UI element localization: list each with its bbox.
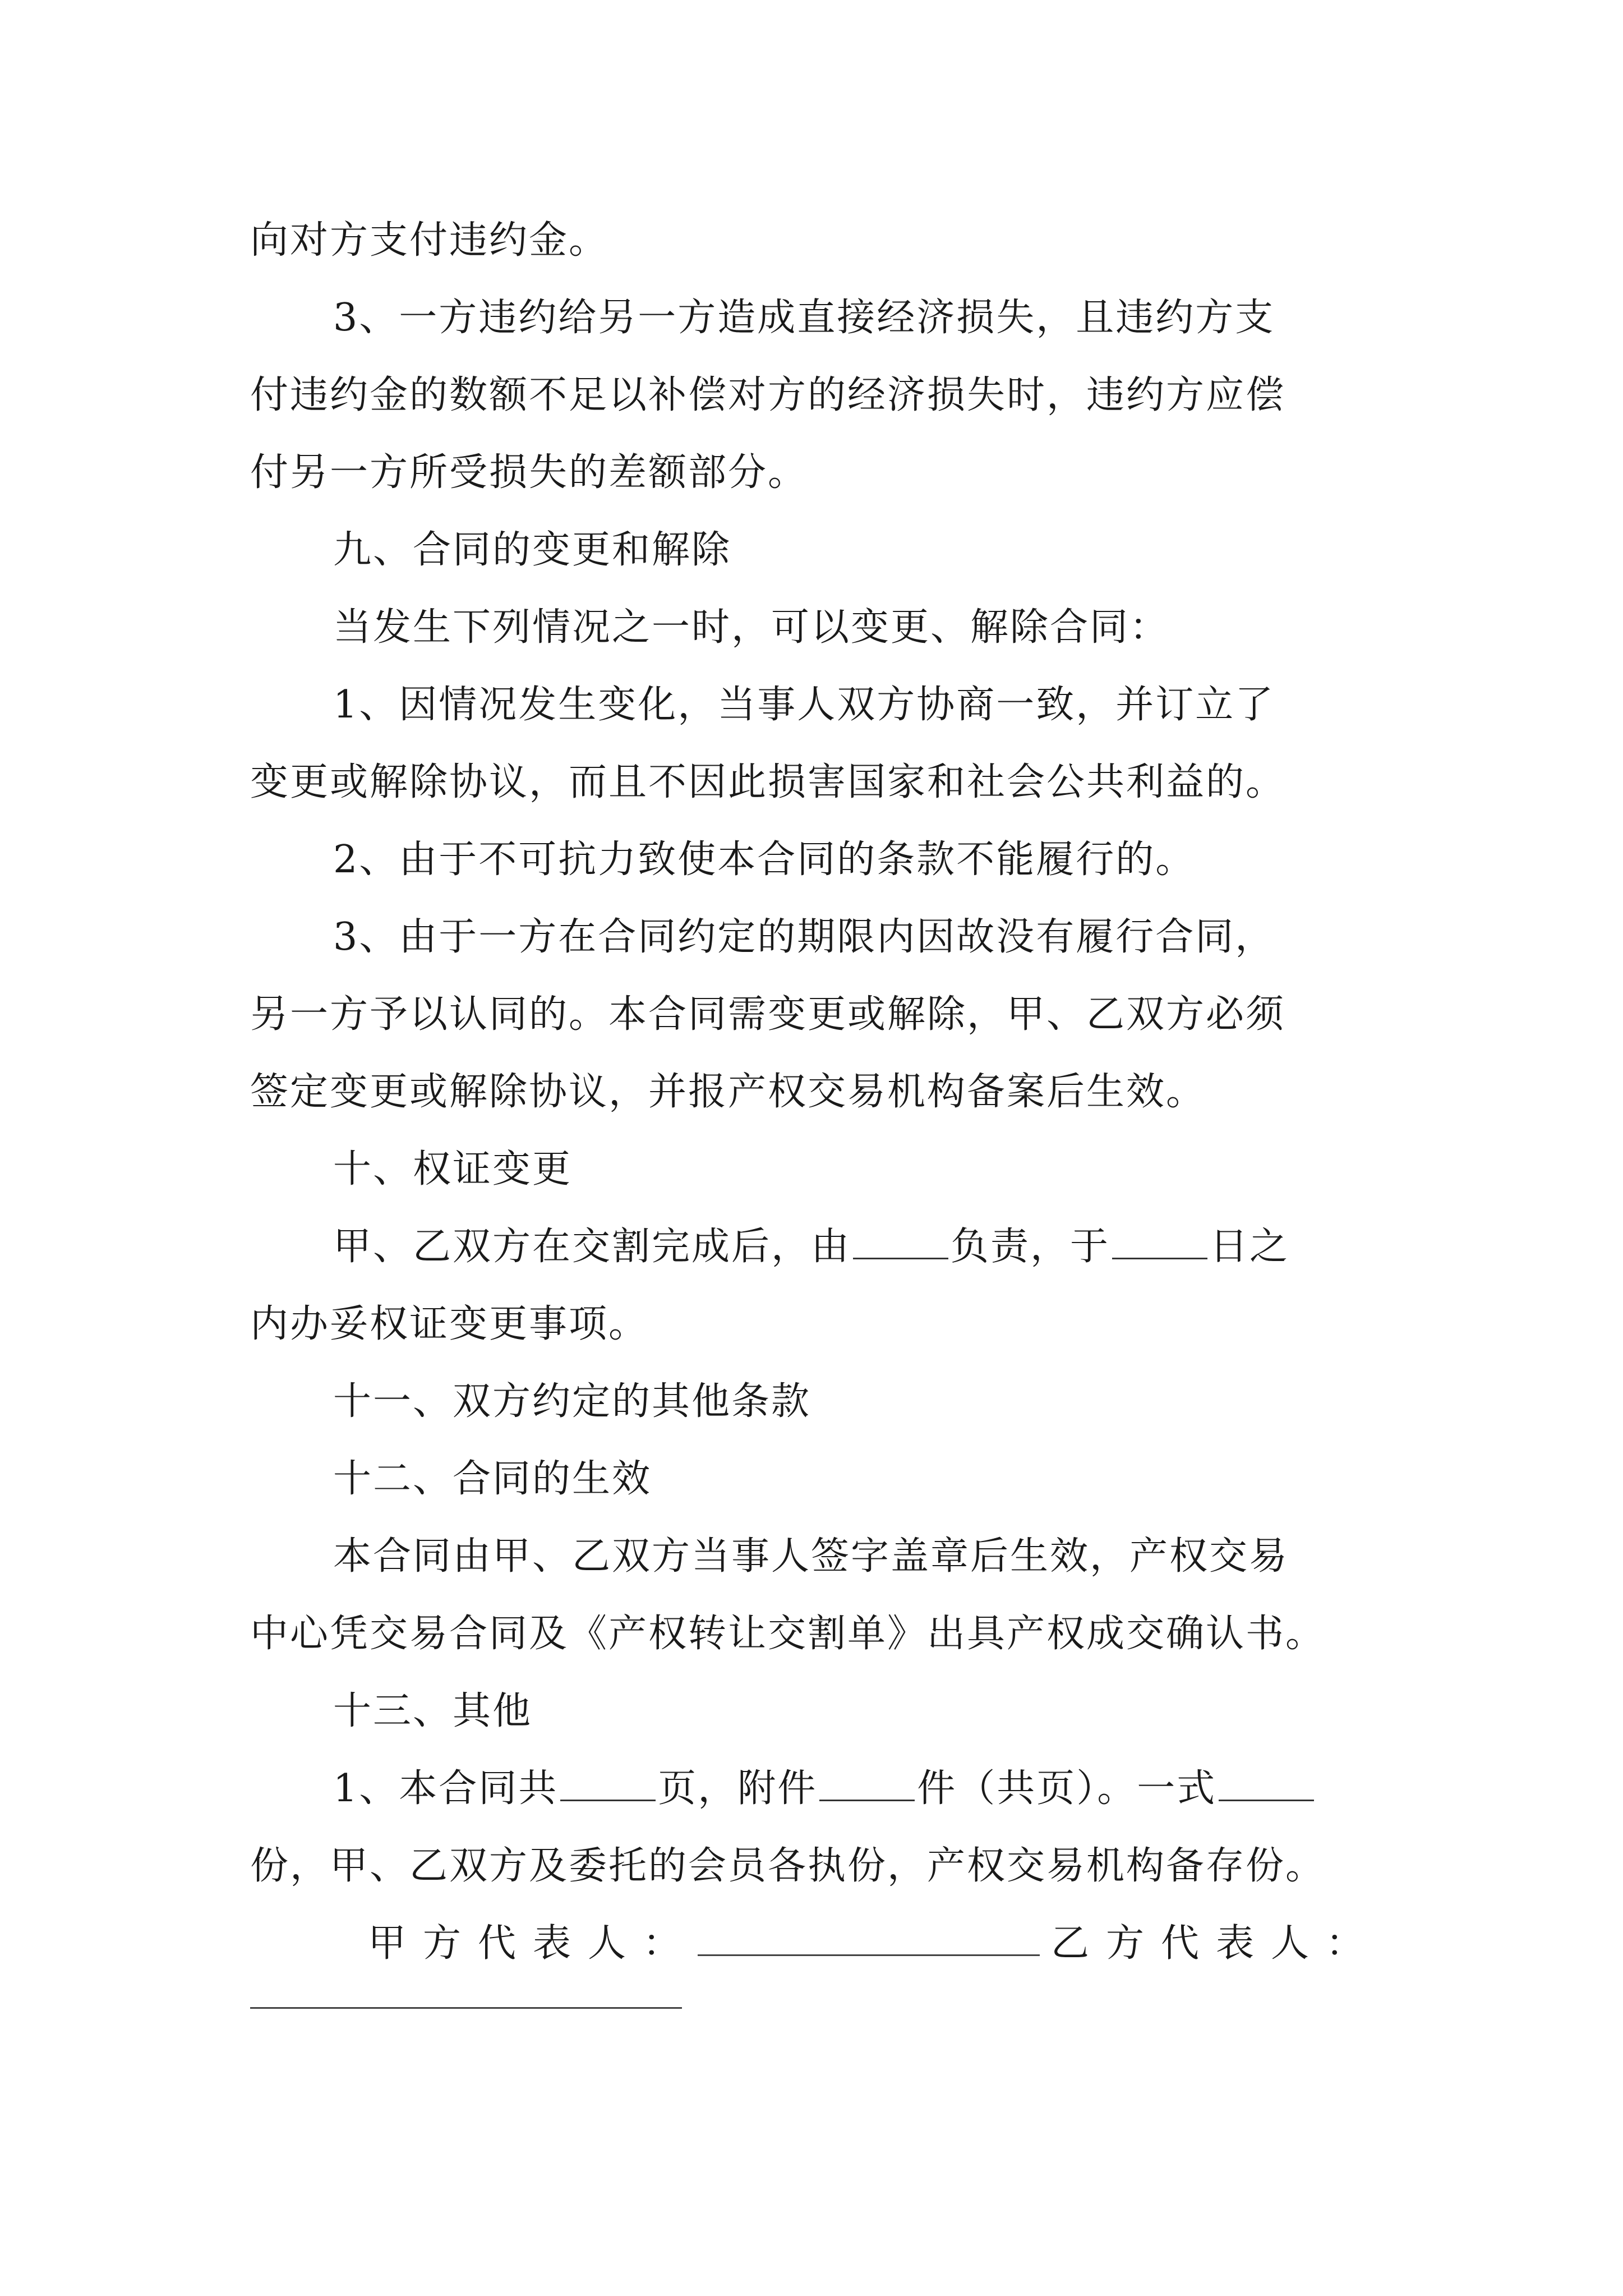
paragraph-line: 1、因情况发生变化，当事人双方协商一致，并订立了	[333, 683, 1275, 727]
days-blank	[1112, 1224, 1207, 1259]
section-heading: 十二、合同的生效	[333, 1457, 652, 1501]
cert-change-text-2: 负责，于	[951, 1225, 1110, 1269]
paragraph-line: 付另一方所受损失的差额部分。	[250, 450, 808, 495]
page-count-blank	[560, 1766, 656, 1801]
paragraph-line: 中心凭交易合同及《产权转让交割单》出具产权成交确认书。	[250, 1612, 1326, 1656]
responsible-party-blank	[853, 1224, 948, 1259]
section-heading: 十、权证变更	[333, 1147, 573, 1191]
misc-text-2: 页，附件	[658, 1766, 818, 1811]
section-heading: 九、合同的变更和解除	[333, 528, 732, 572]
misc-text-1: 1、本合同共	[333, 1766, 559, 1811]
party-a-label: 甲方代表人：	[368, 1921, 698, 1966]
contract-page	[250, 202, 1381, 1982]
copies-blank	[1219, 1766, 1314, 1801]
party-b-label: 乙方代表人：	[1051, 1921, 1381, 1966]
paragraph-line: 另一方予以认同的。本合同需变更或解除，甲、乙双方必须	[250, 992, 1286, 1037]
paragraph-line: 3、一方违约给另一方造成直接经济损失，且违约方支	[333, 296, 1275, 340]
cert-change-text-3: 日之	[1210, 1225, 1290, 1269]
paragraph-line: 签定变更或解除协议，并报产权交易机构备案后生效。	[250, 1070, 1206, 1114]
paragraph-line: 内办妥权证变更事项。	[250, 1302, 649, 1346]
misc-line	[250, 1750, 1377, 1828]
paragraph-line: 2、由于不可抗力致使本合同的条款不能履行的。	[333, 838, 1196, 882]
misc-text-3: 件（共页）。一式	[917, 1766, 1217, 1811]
cert-change-line	[250, 1208, 1377, 1286]
paragraph-line: 当发生下列情况之一时，可以变更、解除合同：	[333, 605, 1170, 650]
paragraph-line: 向对方支付违约金。	[250, 218, 609, 263]
party-b-signature-blank	[250, 2007, 682, 2009]
paragraph-line: 付违约金的数额不足以补偿对方的经济损失时，违约方应偿	[250, 373, 1286, 417]
party-a-signature-blank	[698, 1921, 1040, 1956]
section-heading: 十三、其他	[333, 1689, 533, 1733]
paragraph-line: 本合同由甲、乙双方当事人签字盖章后生效，产权交易	[333, 1534, 1289, 1579]
cert-change-text-1: 甲、乙双方在交割完成后，由	[333, 1225, 851, 1269]
attachment-count-blank	[819, 1766, 915, 1801]
paragraph-line: 变更或解除协议，而且不因此损害国家和社会公共利益的。	[250, 760, 1286, 804]
paragraph-line: 份，甲、乙双方及委托的会员各执份，产权交易机构备存份。	[250, 1844, 1326, 1888]
paragraph-line: 3、由于一方在合同约定的期限内因故没有履行合同，	[333, 915, 1275, 959]
section-heading: 十一、双方约定的其他条款	[333, 1379, 811, 1424]
signature-line	[250, 1905, 1381, 1982]
